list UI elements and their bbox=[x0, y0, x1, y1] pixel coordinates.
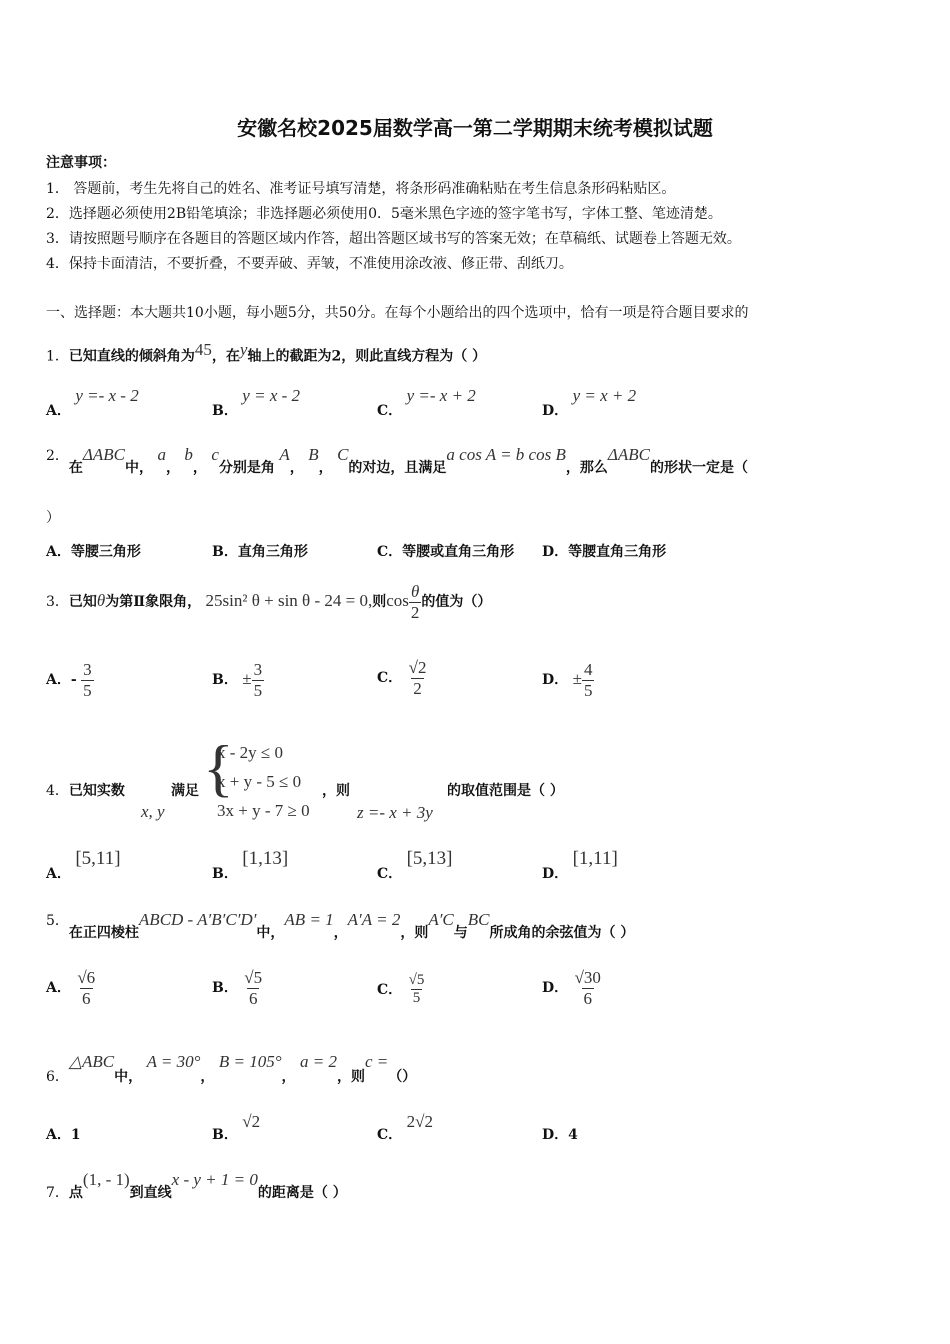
option-a[interactable] bbox=[46, 848, 121, 882]
fraction-numerator: √30 bbox=[574, 968, 601, 987]
option-math: [5,11] bbox=[75, 848, 121, 869]
option-b[interactable] bbox=[212, 660, 264, 700]
option-fraction bbox=[407, 658, 429, 698]
question-text: ，则 bbox=[400, 925, 429, 941]
question-3 bbox=[46, 582, 491, 622]
option-d[interactable] bbox=[542, 848, 618, 882]
question-text: ，在 bbox=[211, 348, 240, 365]
separator: ， bbox=[281, 1069, 296, 1085]
option-fraction bbox=[242, 968, 264, 1008]
option-label: C． bbox=[377, 403, 403, 419]
option-label: B． bbox=[212, 403, 238, 419]
fraction-numerator: √2 bbox=[408, 658, 427, 677]
option-c[interactable] bbox=[377, 1112, 433, 1143]
fraction-denominator: 5 bbox=[412, 990, 421, 1007]
edge-aa: A′A = 2 bbox=[347, 910, 401, 929]
question-text: 已知实数 bbox=[68, 783, 125, 799]
option-a[interactable] bbox=[46, 968, 97, 1008]
option-math: y = x + 2 bbox=[572, 386, 637, 405]
prism-label: ABCD - A′B′C′D′ bbox=[138, 910, 257, 929]
option-label: B． bbox=[212, 980, 238, 997]
question-text: 满足 bbox=[171, 783, 199, 799]
question-text: 在正四棱柱 bbox=[68, 925, 139, 941]
fraction-denominator: 5 bbox=[253, 680, 263, 700]
fraction-denominator: 6 bbox=[82, 988, 91, 1008]
question-text: 中， bbox=[125, 460, 154, 476]
triangle-symbol: △ABC bbox=[68, 1052, 115, 1071]
question-text: ，则 bbox=[322, 783, 350, 799]
option-label: A． bbox=[46, 544, 71, 560]
separator: ， bbox=[318, 460, 333, 476]
option-fraction bbox=[252, 660, 265, 700]
fraction-denominator: 5 bbox=[83, 680, 92, 700]
question-text: ，则 bbox=[336, 1069, 365, 1085]
question-text: 已知 bbox=[68, 594, 97, 611]
option-math: y = x - 2 bbox=[242, 386, 301, 405]
fraction-denominator: 2 bbox=[410, 602, 420, 622]
question-number: 5． bbox=[46, 913, 69, 929]
question-4 bbox=[46, 780, 125, 800]
option-label: A． bbox=[46, 866, 71, 882]
question-number: 7． bbox=[46, 1185, 69, 1201]
section-heading: 一、选择题：本大题共10小题，每小题5分，共50分。在每个小题给出的四个选项中，恰有一项是符合题目要求的 bbox=[46, 305, 749, 321]
angle-value: 45 bbox=[194, 340, 212, 359]
option-sign: - bbox=[70, 672, 77, 689]
option-math: 2√2 bbox=[406, 1112, 433, 1131]
question-number: 2． bbox=[46, 448, 69, 464]
option-label: D． bbox=[542, 980, 569, 997]
question-text: ，那么 bbox=[565, 460, 608, 476]
option-label: C． bbox=[377, 670, 403, 687]
side-c: c bbox=[211, 445, 219, 464]
question-text: 的值为（） bbox=[421, 594, 492, 611]
option-fraction bbox=[81, 660, 94, 700]
option-label: C． bbox=[377, 866, 403, 882]
option-text: 等腰三角形 bbox=[70, 544, 141, 560]
fraction-numerator: 3 bbox=[83, 660, 92, 679]
separator: ， bbox=[165, 460, 180, 476]
option-label: B． bbox=[212, 1127, 238, 1143]
question-text: 的对边，且满足 bbox=[348, 460, 447, 476]
option-label: A． bbox=[46, 1127, 71, 1143]
option-a[interactable] bbox=[46, 660, 94, 700]
option-d[interactable] bbox=[542, 968, 603, 1008]
question-text: 为第Ⅱ象限角， bbox=[105, 594, 202, 611]
option-sign: ± bbox=[242, 669, 252, 689]
inequality: x + y - 5 ≤ 0 bbox=[217, 772, 302, 791]
option-text: 直角三角形 bbox=[237, 544, 308, 560]
question-text: 中， bbox=[256, 925, 285, 941]
fraction-denominator: 6 bbox=[248, 988, 258, 1008]
question-2-close: ） bbox=[46, 510, 60, 526]
fraction-numerator: 3 bbox=[253, 660, 263, 679]
option-label: B． bbox=[212, 672, 238, 689]
side-c: c = bbox=[364, 1052, 389, 1071]
option-math: [1,13] bbox=[242, 848, 289, 869]
notice-item: 2．选择题必须使用2B铅笔填涂；非选择题必须使用0．5毫米黑色字迹的签字笔书写，字体工整、笔迹清楚。 bbox=[46, 206, 722, 222]
option-text: 1 bbox=[70, 1127, 81, 1143]
question-text: 的距离是（ ） bbox=[257, 1185, 347, 1201]
question-number: 6． bbox=[46, 1069, 69, 1085]
theta-symbol: θ bbox=[96, 591, 106, 611]
option-label: C． bbox=[377, 981, 403, 998]
angle-b: B = 105° bbox=[218, 1052, 282, 1071]
angle-a: A bbox=[279, 445, 290, 464]
separator: ， bbox=[200, 1069, 215, 1085]
page-title: 安徽名校2025届数学高一第二学期期末统考模拟试题 bbox=[237, 116, 713, 140]
system-brace: { bbox=[203, 732, 234, 803]
option-math: √2 bbox=[242, 1112, 261, 1131]
option-fraction bbox=[573, 968, 603, 1008]
question-text: 与 bbox=[453, 925, 468, 941]
option-c[interactable] bbox=[377, 541, 514, 561]
notice-item: 1． 答题前，考生先将自己的姓名、准考证号填写清楚，将条形码准确粘贴在考生信息条形码粘贴区。 bbox=[46, 181, 676, 197]
option-d[interactable] bbox=[542, 660, 594, 700]
option-d[interactable] bbox=[542, 541, 666, 561]
line-ac: A′C bbox=[428, 910, 454, 929]
option-b[interactable] bbox=[212, 386, 301, 419]
option-fraction bbox=[582, 660, 595, 700]
fraction-numerator: √6 bbox=[77, 968, 96, 987]
option-label: D． bbox=[542, 866, 569, 882]
angle-c: C bbox=[337, 445, 349, 464]
question-text: 的形状一定是（ bbox=[649, 460, 748, 476]
option-b[interactable] bbox=[212, 1112, 261, 1143]
fraction-numerator: √5 bbox=[244, 968, 263, 987]
fraction-denominator: 6 bbox=[583, 988, 593, 1008]
option-math: y =- x + 2 bbox=[406, 386, 476, 405]
side-a: a bbox=[157, 445, 166, 464]
option-b[interactable] bbox=[212, 848, 289, 882]
option-label: A． bbox=[46, 980, 71, 997]
side-a: a = 2 bbox=[299, 1052, 337, 1071]
half-angle-fraction bbox=[409, 582, 422, 622]
option-c[interactable] bbox=[377, 386, 476, 419]
point-coordinates: (1, - 1) bbox=[82, 1170, 130, 1189]
question-5 bbox=[46, 910, 635, 941]
option-c[interactable] bbox=[377, 972, 426, 1008]
axis-symbol: y bbox=[239, 340, 248, 359]
separator: ， bbox=[192, 460, 207, 476]
option-a[interactable] bbox=[46, 1124, 81, 1144]
question-text: 已知直线的倾斜角为 bbox=[68, 348, 195, 365]
triangle-symbol: ΔABC bbox=[607, 445, 650, 464]
question-text: （） bbox=[388, 1069, 417, 1085]
notice-heading: 注意事项： bbox=[46, 155, 116, 171]
question-text: 点 bbox=[68, 1185, 83, 1201]
question-number: 1． bbox=[46, 348, 69, 365]
question-7 bbox=[46, 1170, 347, 1201]
angle-b: B bbox=[308, 445, 319, 464]
option-b[interactable] bbox=[212, 968, 264, 1008]
option-fraction bbox=[75, 968, 97, 1008]
option-label: B． bbox=[212, 544, 238, 560]
option-text: 等腰或直角三角形 bbox=[402, 544, 515, 560]
option-text: 4 bbox=[568, 1127, 578, 1143]
triangle-symbol: ΔABC bbox=[82, 445, 126, 464]
question-text: 所成角的余弦值为（ ） bbox=[489, 925, 635, 941]
fraction-denominator: 2 bbox=[413, 678, 422, 698]
question-text: 则 bbox=[372, 594, 387, 611]
cos-function: cos bbox=[386, 591, 409, 611]
option-a[interactable] bbox=[46, 541, 141, 561]
notice-item: 3．请按照题号顺序在各题目的答题区域内作答，超出答题区域书写的答案无效；在草稿纸、试题卷上答题无效。 bbox=[46, 231, 741, 247]
question-2 bbox=[46, 445, 748, 476]
question-6 bbox=[46, 1052, 417, 1085]
question-number: 4． bbox=[46, 783, 69, 799]
option-math: [1,11] bbox=[572, 848, 618, 869]
fraction-numerator: θ bbox=[410, 582, 420, 601]
question-text: 在 bbox=[68, 460, 83, 476]
option-d[interactable] bbox=[542, 1124, 578, 1144]
option-math: [5,13] bbox=[406, 848, 453, 869]
inequality-system bbox=[217, 738, 310, 825]
option-label: C． bbox=[377, 1127, 403, 1143]
option-c[interactable] bbox=[377, 848, 453, 882]
option-text: 等腰直角三角形 bbox=[568, 544, 667, 560]
variables-xy: x, y bbox=[141, 802, 165, 821]
line-equation: x - y + 1 = 0 bbox=[171, 1170, 258, 1189]
question-text: 分别是角 bbox=[218, 460, 275, 476]
option-label: D． bbox=[542, 403, 569, 419]
option-label: C． bbox=[377, 544, 403, 560]
question-text: 轴上的截距为2，则此直线方程为（ ） bbox=[247, 348, 487, 365]
objective-function: z =- x + 3y bbox=[357, 803, 433, 822]
option-label: D． bbox=[542, 544, 569, 560]
option-d[interactable] bbox=[542, 386, 637, 419]
question-text: 到直线 bbox=[129, 1185, 172, 1201]
line-bc: BC bbox=[467, 910, 490, 929]
option-sign: ± bbox=[572, 669, 582, 689]
option-b[interactable] bbox=[212, 541, 308, 561]
side-b: b bbox=[184, 445, 193, 464]
question-text: 中， bbox=[114, 1069, 143, 1085]
condition-equation: a cos A = b cos B bbox=[446, 445, 566, 464]
fraction-denominator: 5 bbox=[583, 680, 593, 700]
inequality: 3x + y - 7 ≥ 0 bbox=[217, 801, 310, 820]
notice-item: 4．保持卡面清洁，不要折叠，不要弄破、弄皱，不准使用涂改液、修正带、刮纸刀。 bbox=[46, 256, 573, 272]
question-text: 的取值范围是（ ） bbox=[447, 783, 564, 799]
question-number: 3． bbox=[46, 594, 69, 611]
option-c[interactable] bbox=[377, 658, 428, 698]
option-fraction bbox=[407, 972, 427, 1008]
angle-a: A = 30° bbox=[146, 1052, 201, 1071]
edge-ab: AB = 1 bbox=[284, 910, 334, 929]
option-math: y =- x - 2 bbox=[75, 386, 139, 405]
option-label: A． bbox=[46, 672, 71, 689]
option-label: B． bbox=[212, 866, 238, 882]
condition-equation: 25sin² θ + sin θ - 24 = 0, bbox=[205, 591, 373, 611]
question-1 bbox=[46, 340, 486, 366]
separator: ， bbox=[333, 925, 348, 941]
fraction-numerator: √5 bbox=[408, 972, 425, 988]
option-label: D． bbox=[542, 672, 569, 689]
option-label: A． bbox=[46, 403, 71, 419]
option-a[interactable] bbox=[46, 386, 139, 419]
inequality: x - 2y ≤ 0 bbox=[217, 743, 283, 762]
separator: ， bbox=[289, 460, 304, 476]
fraction-numerator: 4 bbox=[583, 660, 593, 679]
option-label: D． bbox=[542, 1127, 569, 1143]
